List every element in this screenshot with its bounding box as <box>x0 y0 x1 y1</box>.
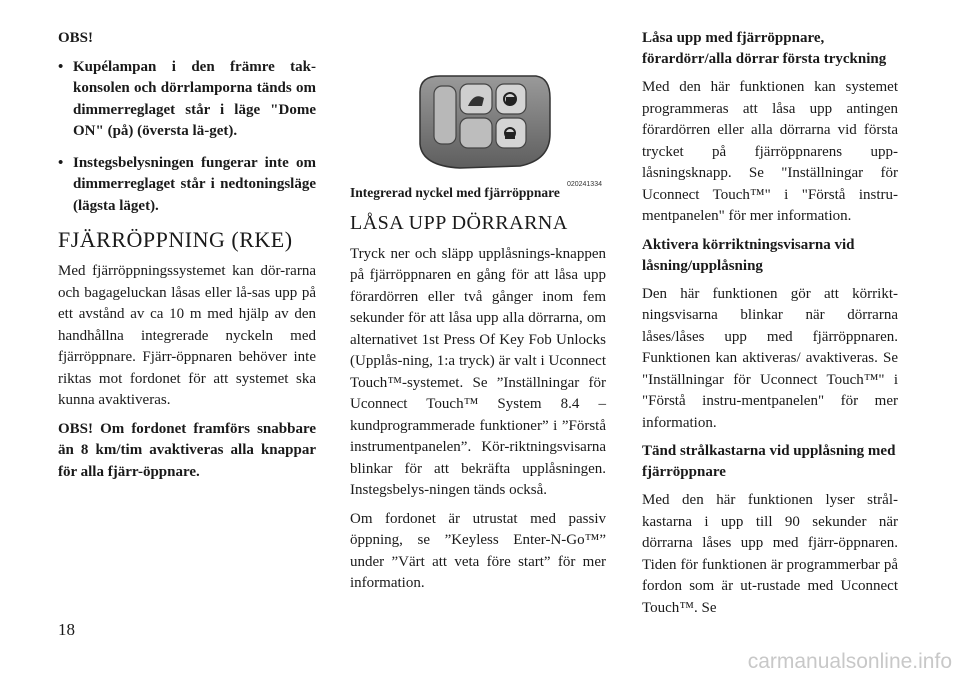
paragraph-unlock-first-press: Med den här funktionen kan systemet programmeras att låsa upp antingen förardörren eller alla dörrarna vid första trycket på fjärröppnarens upp-låsningsknapp. Se "Inställningar för Uconnect Touch™" i "Förstå instru-mentpanelen" för mer information. <box>642 79 898 224</box>
subheading-turn-signals: Aktivera körriktningsvisarna vid låsning/upplåsning <box>642 236 855 274</box>
paragraph-unlock-steps: Tryck ner och släpp upplåsnings-knappen på fjärröppnaren en gång för att låsa upp förardörren eller två gånger inom fem sekunder för att låsa upp alla dörrarna, om alternativet 1st Press Of Key Fob Unlocks (Upplås-ning, 1:a tryck) är valt i Uconnect Touch™-systemet. Se ”Inställningar för Uconnect Touch™ System 8.4 – kundprogrammerade funktioner” i ”Förstå instrumentpanelen”. Kör-riktningsvisarna blinkar för att bekräfta upplåsningen. Instegsbelys-ningen tänds också. <box>350 245 606 498</box>
bullet-list <box>58 57 316 218</box>
column-right <box>642 28 898 626</box>
obs-label: OBS! <box>58 30 94 46</box>
subheading-unlock-first-press: Låsa upp med fjärröppnare, förardörr/alla dörrar första tryckning <box>642 30 887 67</box>
note-speed-deactivation: OBS! Om fordonet framförs snabbare än 8 km/tim avaktiveras alla knappar för alla fjärr-öppnare. <box>58 420 316 480</box>
subheading-headlights: Tänd strålkastarna vid upplåsning med fjärröppnare <box>642 443 896 480</box>
paragraph-passive-entry: Om fordonet är utrustat med passiv öppning, se ”Keyless Enter-N-Go™” under ”Värt att veta före start” för mer information. <box>350 510 606 591</box>
bullet-item-dome-light: • Kupélampan i den främre tak-konsolen och dörrlamporna tänds om dimmerreglaget står i läge "Dome ON" (på) (översta lä-get). <box>58 57 316 143</box>
section-heading-rke: FJÄRRÖPPNING (RKE) <box>58 227 293 252</box>
column-middle <box>350 64 606 602</box>
paragraph-rke-intro: Med fjärröppningssystemet kan dör-rarna och bagageluckan låsas eller lå-sas upp på ett avstånd av ca 10 m med hjälp av den handhållna integrerade nyckeln med fjärröppnare. Fjärr-öppnaren behöver inte riktas mot fordonet för att systemet ska kunna avaktiveras. <box>58 263 316 408</box>
key-fob-illustration <box>350 64 606 182</box>
paragraph-turn-signals: Den här funktionen gör att körrikt-ningsvisarna blinkar när dörrarna låses/låses upp med fjärröppnaren. Funktionen kan aktiveras/ avaktiveras. Se "Inställningar för Uconnect Touch™" i "Förstå instru-mentpanelen" för mer information. <box>642 285 898 431</box>
page-number: 18 <box>58 620 75 639</box>
section-heading-unlock: LÅSA UPP DÖRRARNA <box>350 211 568 234</box>
paragraph-headlights: Med den här funktionen lyser strål-kastarna i upp till 90 sekunder när dörrarna låses upp med fjärr-öppnaren. Tiden för funktionen är programmerbar på fordon som är ut-rustade med Uconnect Touch™. Se <box>642 492 898 616</box>
figure-code: 020241334 <box>566 181 602 188</box>
watermark-text: carmanualsonline.info <box>747 650 952 673</box>
column-left <box>58 28 316 490</box>
figure-caption: Integrerad nyckel med fjärröppnare <box>350 185 560 200</box>
key-fob-figure <box>350 64 606 188</box>
bullet-item-entry-light: • Instegsbelysningen fungerar inte om dimmerreglaget står i nedtoningsläge (lägsta läget). <box>58 153 316 218</box>
